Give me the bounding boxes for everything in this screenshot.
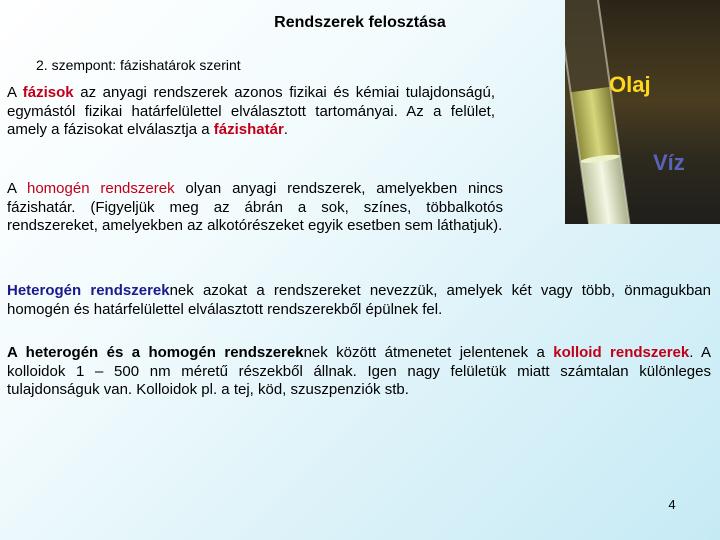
label-oil: Olaj xyxy=(609,72,651,97)
paragraph-phases xyxy=(7,84,495,140)
paragraph-colloid xyxy=(7,344,711,400)
slide-subtitle: 2. szempont: fázishatárok szerint xyxy=(36,57,241,73)
text-segment: nek azokat a rendszereket nevezzük, amelyek két vagy több, önmagukban homogén és határfelülettel elválasztott rendszerekből épülnek fel. xyxy=(7,282,711,318)
term-colloid: kolloid rendszerek xyxy=(553,344,690,361)
paragraph-homogeneous xyxy=(7,180,503,236)
term-phase-boundary: fázishatár xyxy=(213,121,284,138)
term-phases: fázisok xyxy=(22,84,74,101)
term-heterogeneous: Heterogén rendszerek xyxy=(7,282,170,299)
page-number: 4 xyxy=(668,497,676,512)
test-tube-photo xyxy=(565,0,720,224)
term-homogeneous: homogén rendszerek xyxy=(27,180,175,197)
term-heterogeneous-homogeneous: A heterogén és a homogén rendszerek xyxy=(7,344,304,361)
test-tube-illustration xyxy=(565,0,720,224)
paragraph-heterogeneous xyxy=(7,282,711,319)
text-segment: . xyxy=(283,121,288,138)
tube-glass-top xyxy=(565,0,610,92)
label-water: Víz xyxy=(653,150,685,175)
text-segment: A xyxy=(7,180,27,197)
slide-title: Rendszerek felosztása xyxy=(274,14,446,31)
text-segment: olyan anyagi rendszerek, amelyekben nincs fázishatár. (Figyeljük meg az ábrán a sok, színes, többalkotós rendszereket, amelyekben az alkotórészeket egyik esetben sem láthatjuk). xyxy=(7,180,503,234)
text-segment: . A kolloidok 1 – 500 nm méretű részekből állnak. Igen nagy felületük miatt számtalan különleges tulajdonságuk van. Kolloidok pl. a tej, köd, szuszpenziók stb. xyxy=(7,344,712,398)
text-segment: A xyxy=(7,84,23,101)
text-segment: nek között átmenetet jelentenek a xyxy=(303,344,554,361)
text-segment: az anyagi rendszerek azonos fizikai és kémiai tulajdonságú, egymástól fizikai határfelülettel elválasztott tartományai. Az a felület, amely a fázisokat elválasztja a xyxy=(7,84,495,138)
